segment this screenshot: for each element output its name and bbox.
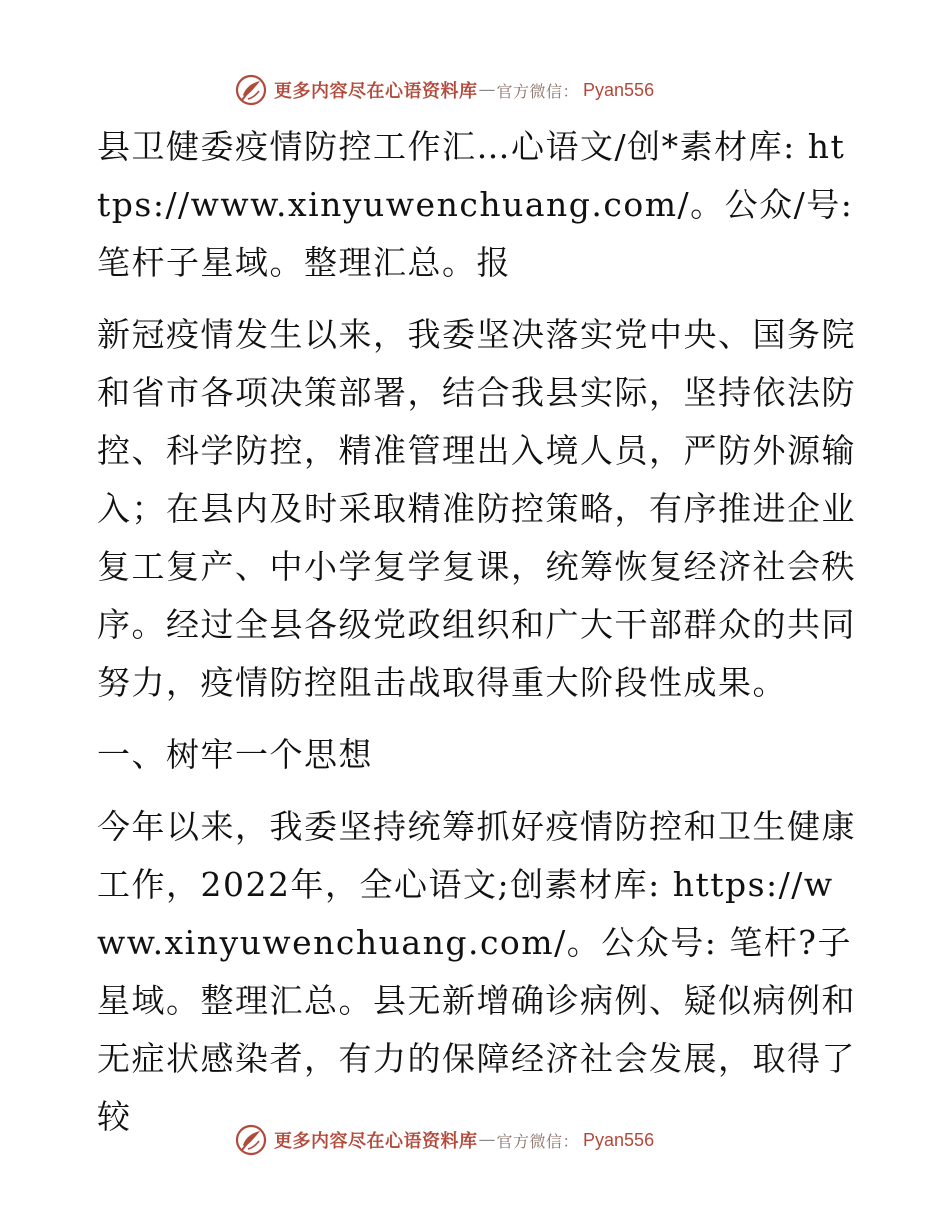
watermark-wechat-handle: Pyan556: [583, 79, 655, 100]
pen-logo-icon: [234, 1123, 268, 1157]
watermark-banner-bottom: [234, 1122, 714, 1158]
document-title-paragraph: 县卫健委疫情防控工作汇…心语文/创*素材库: https://www.xinyuwenchuang.com/。公众/号: 笔杆子星域。整理汇总。报: [97, 127, 854, 282]
watermark-brand-text: 更多内容尽在心语资料库: [274, 1131, 478, 1152]
section-heading-1: 一、树牢一个思想: [97, 735, 373, 774]
watermark-wechat-label: 官方微信：: [496, 1131, 580, 1151]
watermark-wechat-label: 官方微信：: [496, 81, 580, 101]
watermark-separator: —: [478, 80, 496, 100]
watermark-brand-text: 更多内容尽在心语资料库: [274, 81, 478, 102]
watermark-banner-top: [234, 72, 714, 108]
watermark-wechat-handle: Pyan556: [583, 1129, 655, 1150]
body-paragraph-1: 新冠疫情发生以来，我委坚决落实党中央、国务院和省市各项决策部署，结合我县实际，坚持依法防控、科学防控，精准管理出入境人员，严防外源输入；在县内及时采取精准防控策略，有序推进企业复工复产、中小学复学复课，统筹恢复经济社会秩序。经过全县各级党政组织和广大干部群众的共同努力，疫情防控阻击战取得重大阶段性成果。: [97, 315, 856, 702]
pen-logo-icon: [234, 73, 268, 107]
body-paragraph-2: 今年以来，我委坚持统筹抓好疫情防控和卫生健康工作，2022年，全心语文;创素材库: https://www.xinyuwenchuang.com/。公众号: 笔杆?子星域。整理汇总。县无新增确诊病例、疑似病例和无症状感染者，有力的保障经济社会发展，取得了较: [97, 807, 856, 1136]
document-body: [97, 118, 857, 1146]
watermark-separator: —: [478, 1130, 496, 1150]
